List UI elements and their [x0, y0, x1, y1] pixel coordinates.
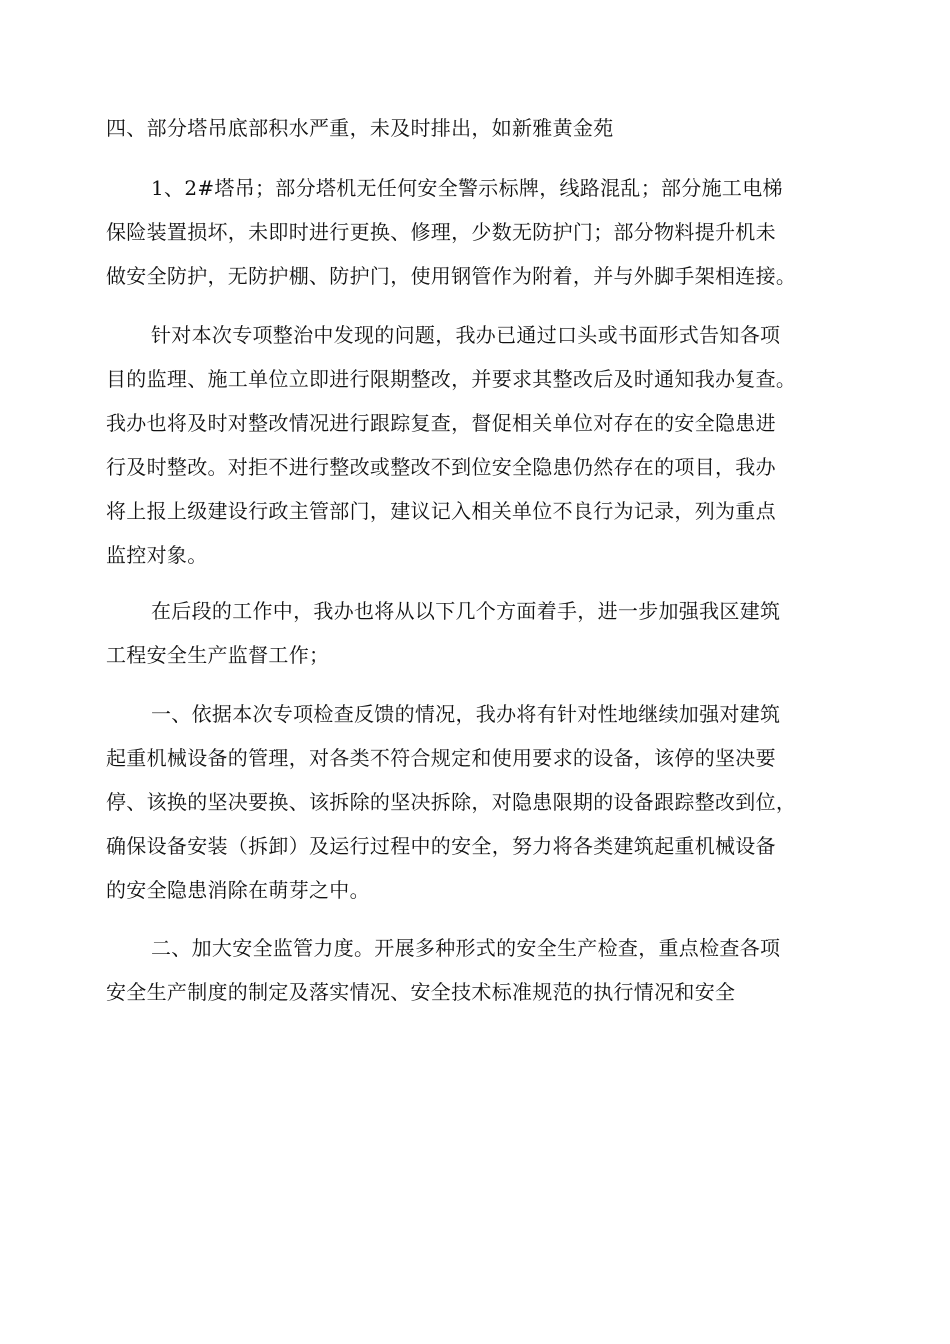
- text-line: 将上报上级建设行政主管部门，建议记入相关单位不良行为记录，列为重点: [106, 499, 776, 523]
- text-line: 保险装置损坏，未即时进行更换、修理，少数无防护门；部分物料提升机未: [106, 220, 776, 244]
- text-line: 目的监理、施工单位立即进行限期整改，并要求其整改后及时通知我办复查。: [106, 367, 797, 391]
- text-line: 一、依据本次专项检查反馈的情况，我办将有针对性地继续加强对建筑: [151, 702, 781, 726]
- text-line: 针对本次专项整治中发现的问题，我办已通过口头或书面形式告知各项: [151, 323, 781, 347]
- text-line: 做安全防护，无防护棚、防护门，使用钢管作为附着，并与外脚手架相连接。: [106, 264, 797, 288]
- text-line: 确保设备安装（拆卸）及运行过程中的安全，努力将各类建筑起重机械设备: [106, 834, 776, 858]
- text-line: 二、加大安全监管力度。开展多种形式的安全生产检查，重点检查各项: [151, 936, 781, 960]
- text-line: 1、2#塔吊；部分塔机无任何安全警示标牌，线路混乱；部分施工电梯: [151, 176, 783, 200]
- text-line: 安全生产制度的制定及落实情况、安全技术标准规范的执行情况和安全: [106, 980, 736, 1004]
- text-line: 行及时整改。对拒不进行整改或整改不到位安全隐患仍然存在的项目，我办: [106, 455, 776, 479]
- text-line: 工程安全生产监督工作；: [106, 643, 330, 667]
- text-line: 我办也将及时对整改情况进行跟踪复查，督促相关单位对存在的安全隐患进: [106, 411, 776, 435]
- text-line: 起重机械设备的管理，对各类不符合规定和使用要求的设备，该停的坚决要: [106, 746, 776, 770]
- text-line: 监控对象。: [106, 543, 208, 567]
- text-line: 停、该换的坚决要换、该拆除的坚决拆除，对隐患限期的设备跟踪整改到位，: [106, 790, 797, 814]
- text-line: 在后段的工作中，我办也将从以下几个方面着手，进一步加强我区建筑: [151, 599, 781, 623]
- text-line: 四、部分塔吊底部积水严重，未及时排出，如新雅黄金苑: [106, 116, 614, 140]
- text-line: 的安全隐患消除在萌芽之中。: [106, 878, 370, 902]
